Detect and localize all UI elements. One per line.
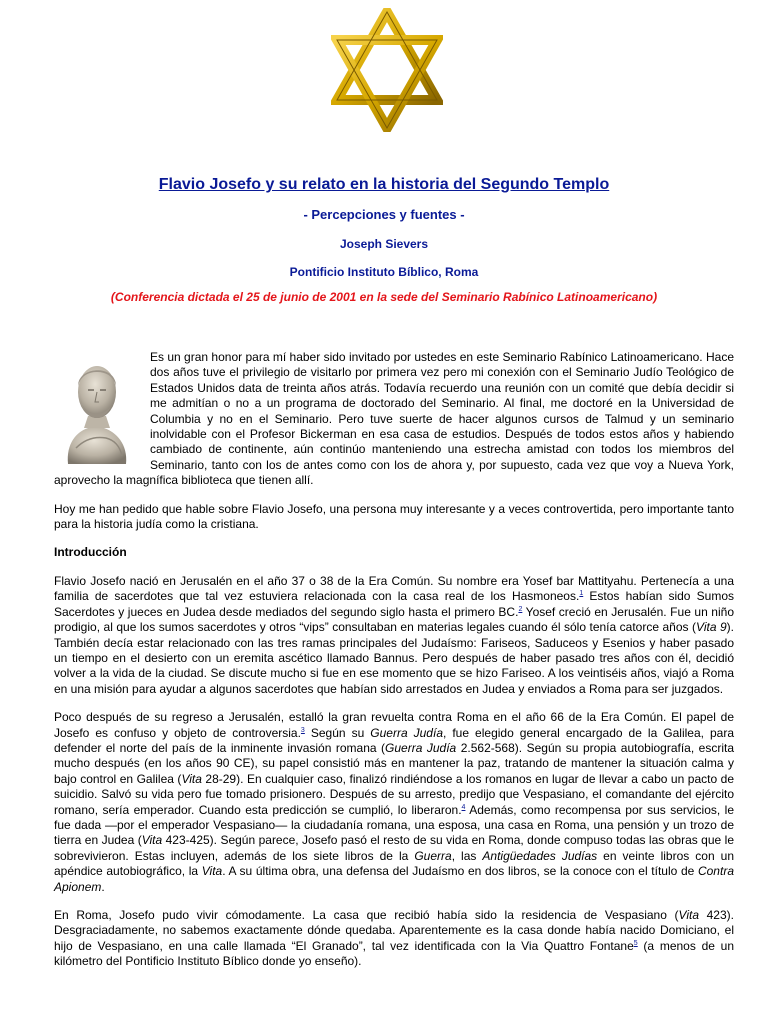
article-title-link[interactable]: Flavio Josefo y su relato en la historia del Segundo Templo <box>158 176 610 193</box>
section-heading-introduccion: Introducción <box>54 545 127 560</box>
article-subtitle: - Percepciones y fuentes - <box>303 207 465 222</box>
author-institute: Pontificio Instituto Bíblico, Roma <box>289 265 479 279</box>
article-header <box>40 172 728 305</box>
section-paragraph-3: En Roma, Josefo pudo vivir cómodamente. La casa que recibió había sido la residencia de Vespasiano (Vita 423). Desgraciadamente, no sabemos exactamente dónde quedaba. Aparentemente es la casa donde había nacido Domiciano, el hijo de Vespasiano, en una calle llamada “El Granado”, tal vez identificada con la Via Quattro Fontane$^5$ (a menos de un kilómetro del Pontificio Instituto Bíblico donde yo enseño). <box>54 908 735 969</box>
star-of-david-icon <box>331 8 443 132</box>
footnote-link-5[interactable]: 5 <box>633 939 638 947</box>
footnote-link-3[interactable]: 3 <box>300 726 305 734</box>
footnote-link-2[interactable]: 2 <box>518 605 523 613</box>
footnote-link-1[interactable]: 1 <box>579 590 584 598</box>
conference-note: (Conferencia dictada el 25 de junio de 2001 en la sede del Seminario Rabínico Latinoamericano) <box>110 290 658 304</box>
intro-paragraph-2: Hoy me han pedido que hable sobre Flavio Josefo, una persona muy interesante y a veces controvertida, pero importante tanto para la historia judía como la cristiana. <box>54 501 734 532</box>
intro-paragraph-1: Es un gran honor para mí haber sido invitado por ustedes en este Seminario Rabínico Latinoamericano. Hace dos años tuve el privilegio de visitarlo por primera vez pero mi conexión con el Seminario Judío Teológico de Estados Unidos data de treinta años atrás. Todavía recuerdo una reunión con un comité que debía decidir si me admitían o no a un programa de doctorado del Seminario. Al final, me doctoré en la Universidad de Columbia y no en el Seminario. Pero tuve suerte de hacer algunos cursos de Talmud y un seminario inolvidable con el Profesor Bickerman en esa casa de estudios. Después de todos estos años y habiendo cambiado de continente, aún continúo manteniendo una estrecha amistad con todos los miembros del Seminario, tanto con los de antes como con los de ahora y, por supuesto, cada vez que voy a Nueva York, aprovecho la magnífica biblioteca que tienen allí. <box>54 350 734 488</box>
josephus-bust-image <box>54 352 138 464</box>
author-name: Joseph Sievers <box>339 237 429 251</box>
footnote-link-4[interactable]: 4 <box>461 803 466 811</box>
section-paragraph-2: Poco después de su regreso a Jerusalén, estalló la gran revuelta contra Roma en el año 66 de la Era Común. El papel de Josefo es confuso y objeto de controversia.$^3$ Según su Guerra Judía, fue elegido general encargado de la Galilea, para defender el norte del país de la inminente invasión romana (Guerra Judía 2.562-568). Según su propia autobiografía, escrita mucho después (en los años 90 CE), su papel consistió más en mantener la paz, tratando de mantener la situación calma y bajo control en Galilea (Vita 28-29). En cualquier caso, finalizó rindiéndose a los romanos en lugar de llevar a cabo un pacto de suicidio. Salvó su vida pero fue tomado prisionero. Después de su arresto, predijo que Vespasiano, el comandante del ejército romano, sería emperador. Cuando esta predicción se cumplió, lo liberaron.$^4$ Además, como recompensa por sus servicios, le fue dada —por el emperador Vespasiano— la ciudadanía romana, una esposa, una casa en Roma, una pensión y un trozo de tierra en Judea (Vita 423-425). Según parece, Josefo pasó el resto de su vida en Roma, donde compuso todas las obras que le sobrevivieron. Estas incluyen, además de los siete libros de la Guerra, las Antigüedades Judías en veinte libros con un apéndice autobiográfico, la Vita. A su última obra, una defensa del Judaísmo en dos libros, se la conoce con el título de Contra Apionem. <box>54 710 735 894</box>
article-body <box>54 350 734 983</box>
section-paragraph-1: Flavio Josefo nació en Jerusalén en el año 37 o 38 de la Era Común. Su nombre era Yosef bar Mattityahu. Pertenecía a una familia de sacerdotes que tal vez estuviera relacionada con la casa real de los Hasmoneos.$^1$ Estos habían sido Sumos Sacerdotes y jueces en Judea desde mediados del segundo siglo hasta el primero BC.$^2$ Yosef creció en Jerusalén. Fue un niño prodigio, al que los sumos sacerdotes y otros “vips” consultaban en materias legales cuando él sólo tenía catorce años (Vita 9). También decía estar relacionado con las tres ramas principales del Judaísmo: Fariseos, Saduceos y Esenios y haber pasado un tiempo en el desierto con un eremita ascético llamado Bannus. Pero después de haber pasado tres años con él, decidió volver a la vida de la ciudad. Se discute mucho si fue en ese momento que se hizo Fariseo. A los veintiséis años, viajó a Roma en una misión para ayudar a algunos sacerdotes que habían sido arrestados en Judea y enviados a Roma para ser juzgados. <box>54 573 735 696</box>
